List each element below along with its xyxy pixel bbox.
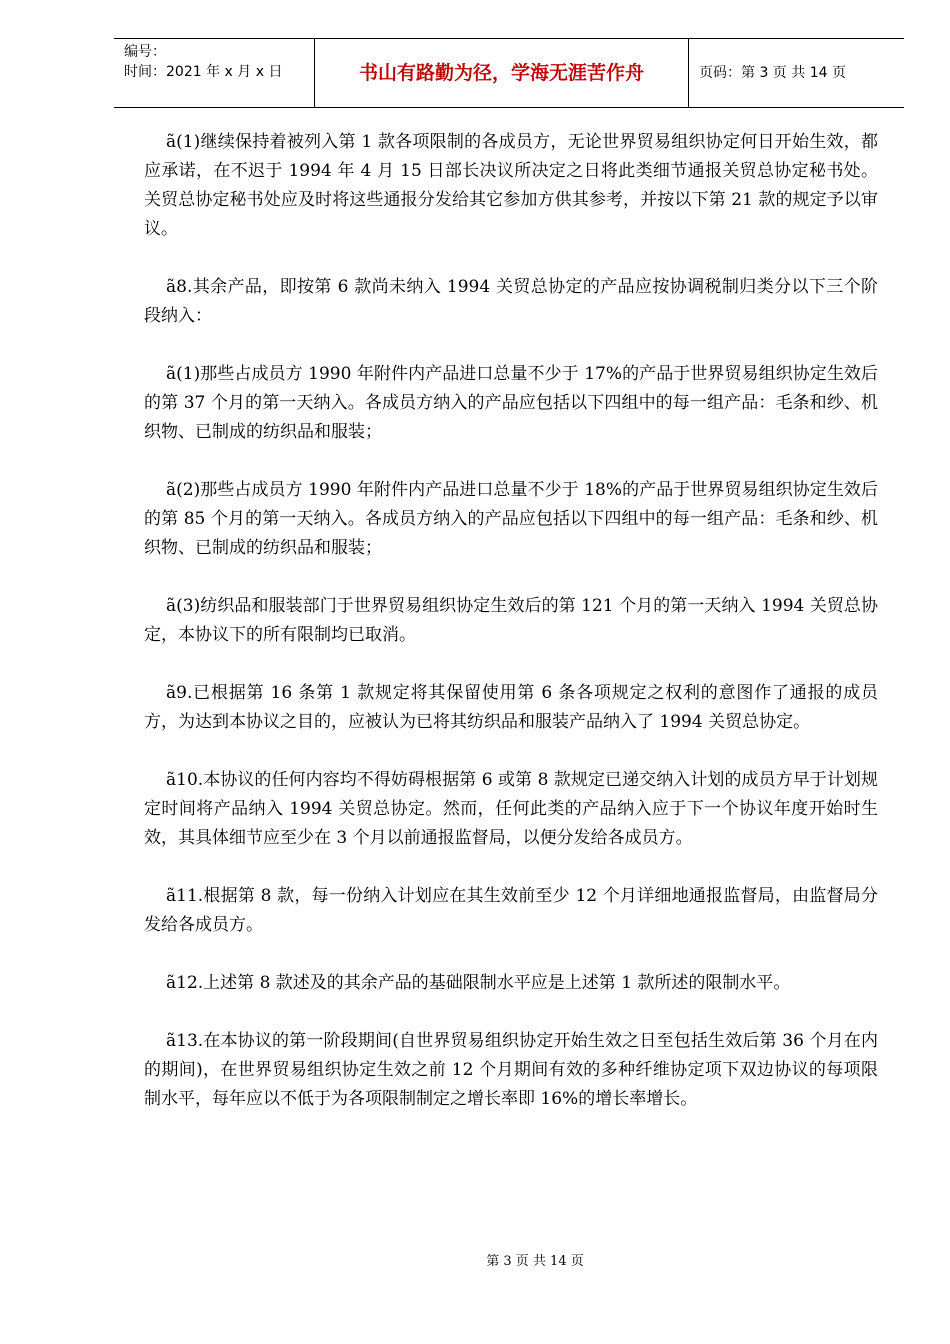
- header-motto: 书山有路勤为径，学海无涯苦作舟: [315, 39, 689, 107]
- paragraph: ã9.已根据第 16 条第 1 款规定将其保留使用第 6 条各项规定之权利的意图作了通报的成员方，为达到本协议之目的，应被认为已将其纺织品和服装产品纳入了 1994 关贸总协定。: [144, 683, 878, 732]
- footer-page-number: 第 3 页 共 14 页: [486, 1254, 584, 1269]
- paragraph: ã13.在本协议的第一阶段期间(自世界贸易组织协定开始生效之日至包括生效后第 36 个月在内的期间)，在世界贸易组织协定生效之前 12 个月期间有效的多种纤维协定项下双边协议的每项限制水平，每年应以不低于为各项限制制定之增长率即 16%的增长率增长。: [144, 1031, 878, 1109]
- paragraph: ã10.本协议的任何内容均不得妨碍根据第 6 或第 8 款规定已递交纳入计划的成员方早于计划规定时间将产品纳入 1994 关贸总协定。然而，任何此类的产品纳入应于下一个协议年度开始时生效，其具体细节应至少在 3 个月以前通报监督局，以便分发给各成员方。: [144, 770, 878, 848]
- header-page-number: 页码：第 3 页 共 14 页: [699, 65, 846, 81]
- header-page-info: [699, 39, 904, 107]
- page-footer: [0, 1250, 950, 1269]
- paragraph: ã(1)继续保持着被列入第 1 款各项限制的各成员方，无论世界贸易组织协定何日开始生效，都应承诺，在不迟于 1994 年 4 月 15 日部长决议所决定之日将此类细节通报关贸总协定秘书处。关贸总协定秘书处应及时将这些通报分发给其它参加方供其参考，并按以下第 21 款的规定予以审议。: [144, 132, 878, 239]
- paragraph: ã11.根据第 8 款，每一份纳入计划应在其生效前至少 12 个月详细地通报监督局，由监督局分发给各成员方。: [144, 886, 878, 935]
- document-header: [114, 38, 904, 108]
- header-meta-cell: [114, 39, 315, 107]
- paragraph: ã8.其余产品，即按第 6 款尚未纳入 1994 关贸总协定的产品应按协调税制归类分以下三个阶段纳入：: [144, 277, 878, 326]
- document-body: [144, 128, 878, 1114]
- document-code-label: 编号：: [124, 44, 166, 60]
- document-time-label: 时间：2021 年 x 月 x 日: [124, 64, 283, 80]
- paragraph: ã12.上述第 8 款述及的其余产品的基础限制水平应是上述第 1 款所述的限制水平。: [166, 973, 791, 993]
- paragraph: ã(2)那些占成员方 1990 年附件内产品进口总量不少于 18%的产品于世界贸易组织协定生效后的第 85 个月的第一天纳入。各成员方纳入的产品应包括以下四组中的每一组产品：毛条和纱、机织物、已制成的纺织品和服装；: [144, 480, 878, 558]
- paragraph: ã(1)那些占成员方 1990 年附件内产品进口总量不少于 17%的产品于世界贸易组织协定生效后的第 37 个月的第一天纳入。各成员方纳入的产品应包括以下四组中的每一组产品：毛条和纱、机织物、已制成的纺织品和服装；: [144, 364, 878, 442]
- paragraph: ã(3)纺织品和服装部门于世界贸易组织协定生效后的第 121 个月的第一天纳入 1994 关贸总协定，本协议下的所有限制均已取消。: [144, 596, 878, 645]
